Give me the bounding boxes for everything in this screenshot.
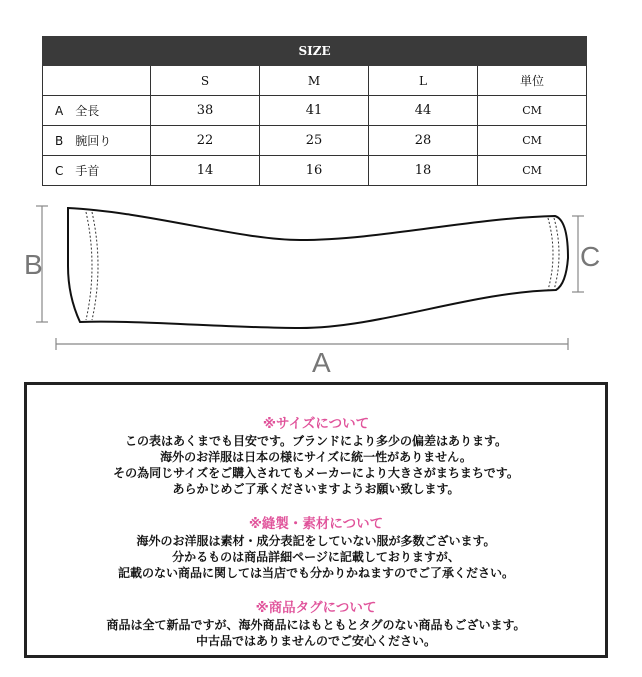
dimension-label-b: B <box>24 249 43 280</box>
notice-line: 商品は全て新品ですが、海外商品にはもともとタグのない商品もございます。 <box>106 618 526 632</box>
notice-box <box>24 382 608 658</box>
size-table-header-row <box>43 66 587 96</box>
size-table <box>42 36 587 186</box>
stitch-left-outer <box>86 212 92 320</box>
notice-section-material <box>27 515 605 581</box>
header-cell-l: L <box>369 66 478 96</box>
notice-title-material: ※縫製・素材について <box>248 516 384 532</box>
dimension-label-a: A <box>312 347 331 378</box>
cell-wrist-unit: CM <box>478 156 587 186</box>
stitch-right-inner <box>554 218 559 290</box>
cell-length-unit: CM <box>478 96 587 126</box>
table-row <box>43 156 587 186</box>
cell-length-m: 41 <box>260 96 369 126</box>
notice-section-tag <box>27 599 605 649</box>
notice-title-tag: ※商品タグについて <box>255 600 377 616</box>
notice-section-size <box>27 415 605 497</box>
header-cell-unit: 単位 <box>478 66 587 96</box>
arm-sleeve-diagram <box>0 196 642 380</box>
cell-wrist-m: 16 <box>260 156 369 186</box>
header-cell-empty <box>43 66 151 96</box>
cell-wrist-l: 18 <box>369 156 478 186</box>
cell-wrist-s: 14 <box>151 156 260 186</box>
cell-arm-s: 22 <box>151 126 260 156</box>
notice-line: 中古品ではありませんのでご安心ください。 <box>195 634 436 648</box>
header-cell-s: S <box>151 66 260 96</box>
cell-arm-unit: CM <box>478 126 587 156</box>
cell-length-s: 38 <box>151 96 260 126</box>
dimension-label-c: C <box>580 241 601 272</box>
notice-line: その為同じサイズをご購入されてもメーカーにより大きさがまちまちです。 <box>113 466 519 480</box>
notice-line: 記載のない商品に関しては当店でも分かりかねますのでご了承ください。 <box>117 566 514 580</box>
sleeve-outline <box>68 208 568 328</box>
notice-line: 海外のお洋服は素材・成分表記をしていない服が多数ございます。 <box>136 534 496 548</box>
notice-line: あらかじめご了承くださいますようお願い致します。 <box>172 482 460 496</box>
stitch-right-outer <box>548 218 553 290</box>
cell-arm-m: 25 <box>260 126 369 156</box>
notice-line: 海外のお洋服は日本の様にサイズに統一性がありません。 <box>160 450 472 464</box>
notice-title-size: ※サイズについて <box>262 416 370 432</box>
cell-arm-l: 28 <box>369 126 478 156</box>
row-label-arm: B 腕回り <box>43 126 151 156</box>
header-cell-m: M <box>260 66 369 96</box>
row-label-length: A 全長 <box>43 96 151 126</box>
cell-length-l: 44 <box>369 96 478 126</box>
notice-line: 分かるものは商品詳細ページに記載しておりますが、 <box>172 550 460 564</box>
stitch-left-inner <box>92 212 98 320</box>
row-label-wrist: C 手首 <box>43 156 151 186</box>
size-table-title: SIZE <box>43 37 587 66</box>
table-row <box>43 126 587 156</box>
notice-line: この表はあくまでも目安です。ブランドにより多少の偏差はあります。 <box>124 434 508 448</box>
table-row <box>43 96 587 126</box>
